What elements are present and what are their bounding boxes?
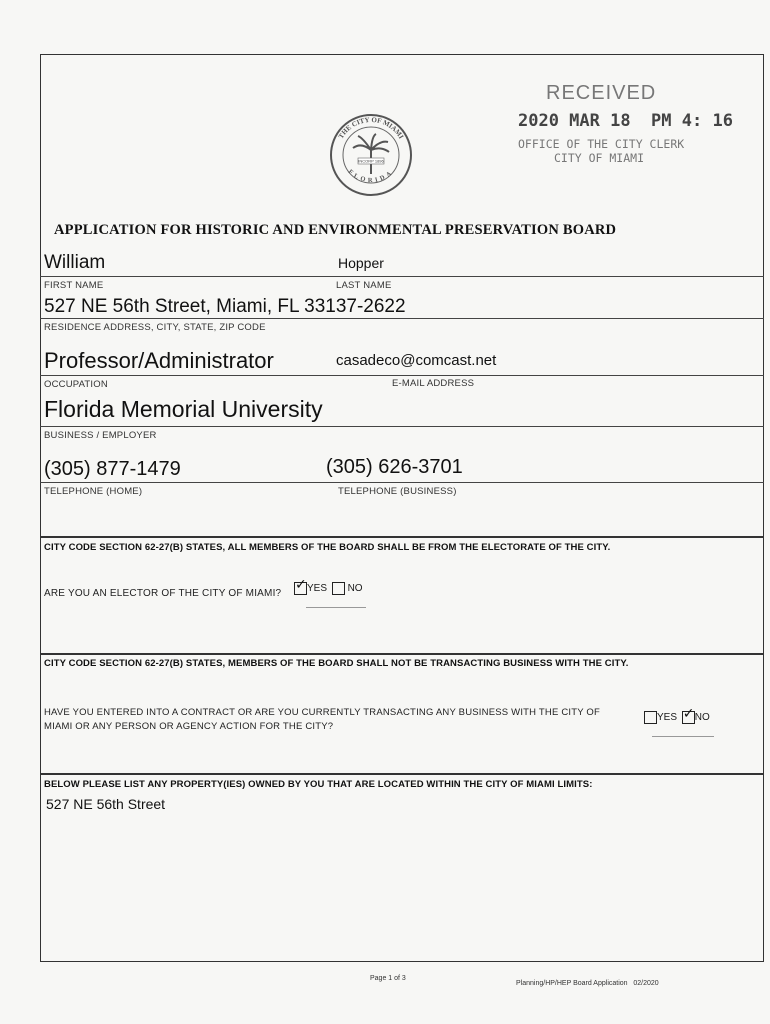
elector-no-checkbox[interactable] xyxy=(332,582,345,595)
email-label: E-MAIL ADDRESS xyxy=(392,378,475,389)
business-no-label: NO xyxy=(694,712,710,723)
elector-no-label: NO xyxy=(347,583,363,594)
section3-heading: BELOW PLEASE LIST ANY PROPERTY(IES) OWNED BY YOU THAT ARE LOCATED WITHIN THE CITY OF MIAMI LIMITS: xyxy=(44,779,593,790)
page-number: Page 1 of 3 xyxy=(370,975,406,982)
elector-options xyxy=(294,577,363,595)
first-name-value[interactable]: William xyxy=(44,252,106,273)
last-name-label: LAST NAME xyxy=(336,280,392,291)
phone-home-value[interactable]: (305) 877-1479 xyxy=(44,458,181,480)
business-yes-label: YES xyxy=(657,712,678,723)
section-divider xyxy=(40,773,764,775)
svg-text:THE CITY OF MIAMI xyxy=(337,116,405,141)
phone-business-value[interactable]: (305) 626-3701 xyxy=(326,456,463,478)
first-name-label: FIRST NAME xyxy=(44,280,104,291)
section2-heading: CITY CODE SECTION 62-27(B) STATES, MEMBERS OF THE BOARD SHALL NOT BE TRANSACTING BUSINESS WITH THE CITY. xyxy=(44,658,629,669)
address-value[interactable]: 527 NE 56th Street, Miami, FL 33137-2622 xyxy=(44,296,406,317)
address-label: RESIDENCE ADDRESS, CITY, STATE, ZIP CODE xyxy=(44,322,266,333)
seal-top-text: THE CITY OF MIAMI xyxy=(336,115,406,141)
employer-value[interactable]: Florida Memorial University xyxy=(44,396,323,422)
row-divider xyxy=(40,482,764,483)
check-icon: ✓ xyxy=(295,577,307,593)
employer-label: BUSINESS / EMPLOYER xyxy=(44,430,157,441)
business-question-line1: HAVE YOU ENTERED INTO A CONTRACT OR ARE YOU CURRENTLY TRANSACTING ANY BUSINESS WITH THE CITY OF xyxy=(44,707,601,718)
business-options xyxy=(644,706,710,724)
stamp-city: CITY OF MIAMI xyxy=(554,151,645,165)
form-title: APPLICATION FOR HISTORIC AND ENVIRONMENTAL PRESERVATION BOARD xyxy=(54,222,617,238)
answer-underline xyxy=(306,607,366,608)
check-icon: ✓ xyxy=(682,706,695,722)
elector-yes-checkbox[interactable] xyxy=(294,577,307,595)
phone-business-label: TELEPHONE (BUSINESS) xyxy=(338,486,457,497)
answer-underline xyxy=(652,736,714,737)
section1-heading: CITY CODE SECTION 62-27(B) STATES, ALL MEMBERS OF THE BOARD SHALL BE FROM THE ELECTORATE OF THE CITY. xyxy=(44,542,611,553)
section-divider xyxy=(40,536,764,538)
seal-center-text: INCORP 1896 xyxy=(358,158,384,164)
stamp-received: RECEIVED xyxy=(546,82,657,104)
section-divider xyxy=(40,653,764,655)
form-id: Planning/HP/HEP Board Application 02/2020 xyxy=(516,980,659,987)
business-no-checkbox[interactable] xyxy=(682,706,695,724)
business-yes-checkbox[interactable] xyxy=(644,711,657,724)
phone-home-label: TELEPHONE (HOME) xyxy=(44,486,143,497)
elector-yes-label: YES xyxy=(307,583,328,594)
email-value[interactable]: casadeco@comcast.net xyxy=(336,352,497,369)
occupation-label: OCCUPATION xyxy=(44,379,108,390)
property-value[interactable]: 527 NE 56th Street xyxy=(46,796,166,812)
occupation-value[interactable]: Professor/Administrator xyxy=(44,348,274,373)
business-question-line2: MIAMI OR ANY PERSON OR AGENCY ACTION FOR THE CITY? xyxy=(44,721,334,732)
row-divider xyxy=(40,375,764,376)
row-divider xyxy=(40,276,764,277)
seal-bottom-text: FLORIDA xyxy=(346,168,396,185)
city-seal xyxy=(328,112,414,198)
row-divider xyxy=(40,318,764,319)
stamp-office: OFFICE OF THE CITY CLERK xyxy=(518,137,685,151)
elector-question: ARE YOU AN ELECTOR OF THE CITY OF MIAMI? xyxy=(44,588,282,599)
seal-icon xyxy=(328,112,414,198)
row-divider xyxy=(40,426,764,427)
received-stamp xyxy=(510,82,733,165)
stamp-datetime: 2020 MAR 18 PM 4: 16 xyxy=(518,111,733,131)
last-name-value[interactable]: Hopper xyxy=(338,255,384,271)
